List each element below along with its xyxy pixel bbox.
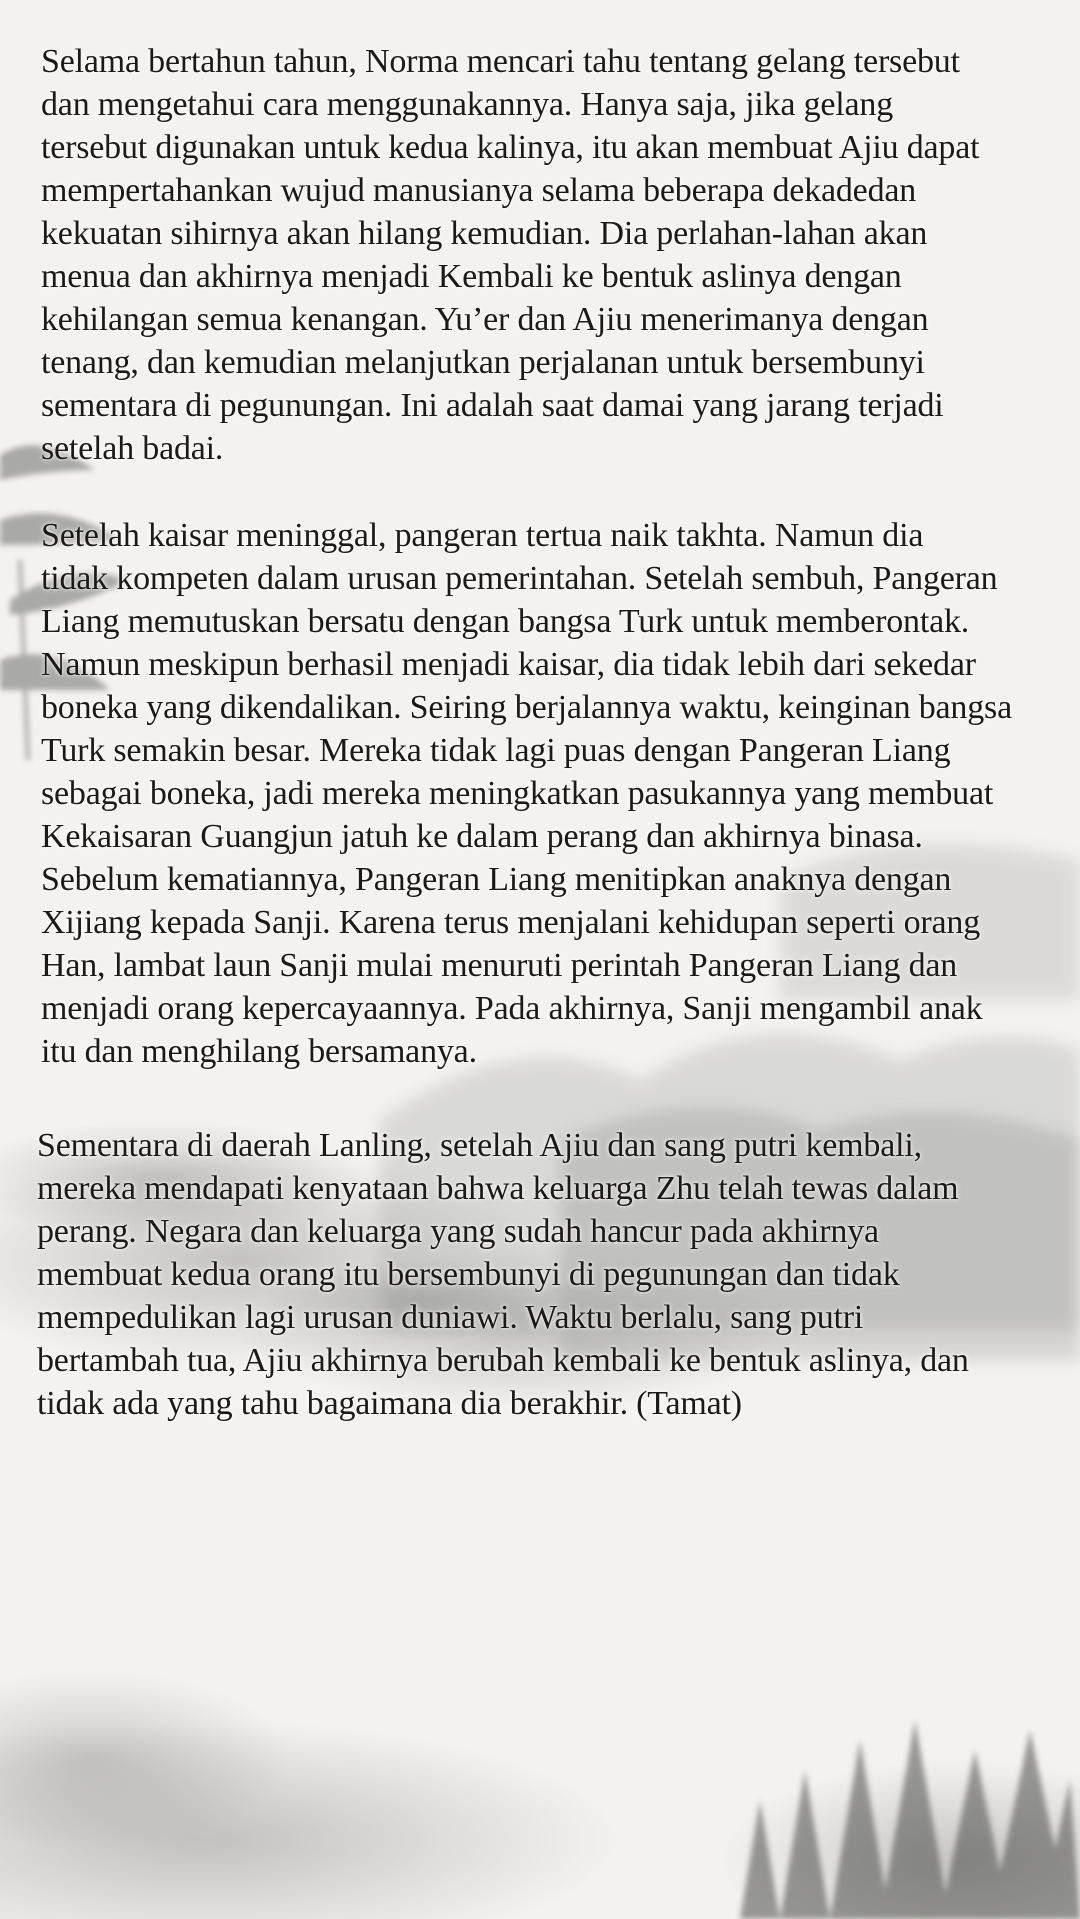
text-line: Sebelum kematiannya, Pangeran Liang menitipkan anaknya dengan <box>41 861 952 898</box>
text-line: menjadi orang kepercayaannya. Pada akhirnya, Sanji mengambil anak <box>41 990 983 1027</box>
paragraph-2 <box>41 514 1061 1073</box>
text-line: tenang, dan kemudian melanjutkan perjalanan untuk bersembunyi <box>41 344 925 381</box>
text-line: boneka yang dikendalikan. Seiring berjalannya waktu, keinginan bangsa <box>41 689 1012 726</box>
text-line: mereka mendapati kenyataan bahwa keluarga Zhu telah tewas dalam <box>37 1170 959 1207</box>
text-line: Setelah kaisar meninggal, pangeran tertua naik takhta. Namun dia <box>41 517 924 554</box>
text-line: mempedulikan lagi urusan duniawi. Waktu berlalu, sang putri <box>37 1299 864 1336</box>
text-line: Liang memutuskan bersatu dengan bangsa Turk untuk memberontak. <box>41 603 970 640</box>
text-line: tidak kompeten dalam urusan pemerintahan. Setelah sembuh, Pangeran <box>41 560 998 597</box>
text-line: kehilangan semua kenangan. Yu’er dan Ajiu menerimanya dengan <box>41 301 929 338</box>
text-line: tidak ada yang tahu bagaimana dia berakhir. (Tamat) <box>37 1385 742 1422</box>
text-line: kekuatan sihirnya akan hilang kemudian. Dia perlahan-lahan akan <box>41 215 928 252</box>
text-line: mempertahankan wujud manusianya selama beberapa dekadedan <box>41 172 917 209</box>
text-line: Han, lambat laun Sanji mulai menuruti perintah Pangeran Liang dan <box>41 947 958 984</box>
text-line: menua dan akhirnya menjadi Kembali ke bentuk aslinya dengan <box>41 258 902 295</box>
text-line: Sementara di daerah Lanling, setelah Ajiu dan sang putri kembali, <box>37 1127 922 1164</box>
text-line: bertambah tua, Ajiu akhirnya berubah kembali ke bentuk aslinya, dan <box>37 1342 969 1379</box>
text-line: Turk semakin besar. Mereka tidak lagi puas dengan Pangeran Liang <box>41 732 951 769</box>
text-line: setelah badai. <box>41 430 224 467</box>
text-line: sementara di pegunungan. Ini adalah saat damai yang jarang terjadi <box>41 387 944 424</box>
text-line: perang. Negara dan keluarga yang sudah hancur pada akhirnya <box>37 1213 879 1250</box>
text-line: sebagai boneka, jadi mereka meningkatkan pasukannya yang membuat <box>41 775 994 812</box>
text-line: tersebut digunakan untuk kedua kalinya, itu akan membuat Ajiu dapat <box>41 129 980 166</box>
text-line: Namun meskipun berhasil menjadi kaisar, dia tidak lebih dari sekedar <box>41 646 976 683</box>
text-line: Xijiang kepada Sanji. Karena terus menjalani kehidupan seperti orang <box>41 904 981 941</box>
text-line: Kekaisaran Guangjun jatuh ke dalam perang dan akhirnya binasa. <box>41 818 923 855</box>
paragraph-1 <box>41 40 1051 470</box>
text-line: membuat kedua orang itu bersembunyi di pegunungan dan tidak <box>37 1256 900 1293</box>
text-line: dan mengetahui cara menggunakannya. Hanya saja, jika gelang <box>41 86 894 123</box>
paragraph-3 <box>37 1124 1047 1425</box>
text-line: Selama bertahun tahun, Norma mencari tahu tentang gelang tersebut <box>41 43 960 80</box>
text-line: itu dan menghilang bersamanya. <box>41 1033 477 1070</box>
